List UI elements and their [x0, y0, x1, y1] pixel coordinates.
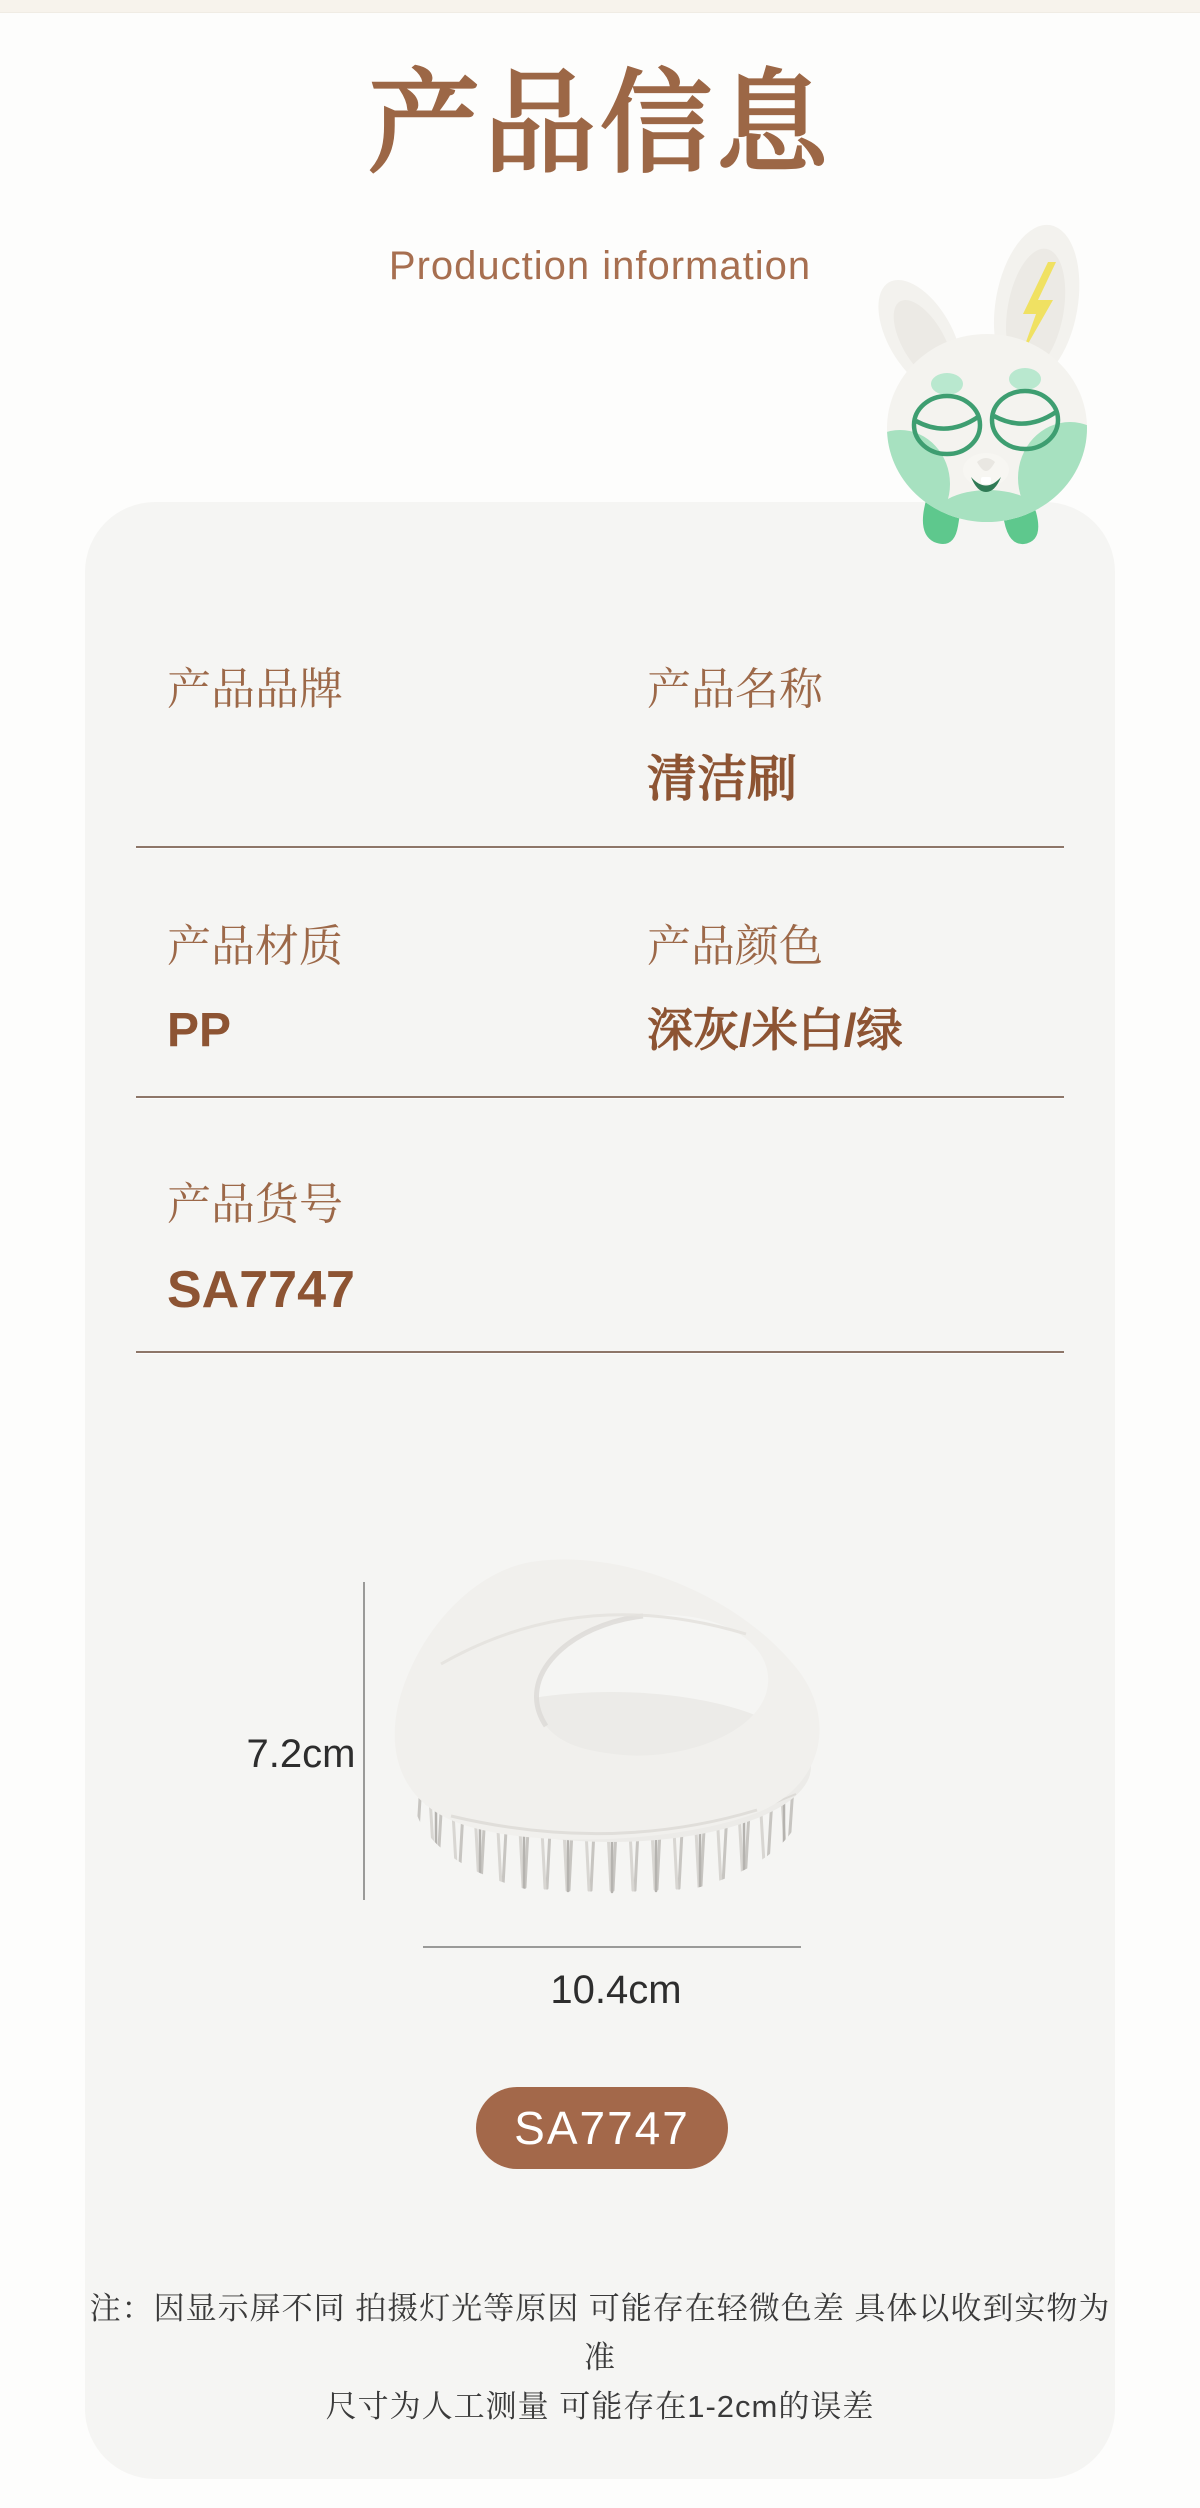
divider	[136, 846, 1064, 848]
brush-product-image	[381, 1554, 831, 1914]
spec-label-brand: 产品品牌	[167, 665, 343, 714]
note-line-2: 尺寸为人工测量 可能存在1-2cm的误差	[325, 2389, 875, 2424]
divider	[136, 1351, 1064, 1353]
divider	[136, 1096, 1064, 1098]
note-line-1: 注：因显示屏不同 拍摄灯光等原因 可能存在轻微色差 具体以收到实物为准	[89, 2291, 1111, 2375]
spec-value-product-name: 清洁刷	[647, 751, 797, 807]
rabbit-mascot-icon	[872, 222, 1112, 554]
page-title: 产品信息	[368, 61, 832, 186]
spec-label-material: 产品材质	[167, 922, 343, 971]
spec-label-color: 产品颜色	[647, 922, 823, 971]
spec-label-sku: 产品货号	[167, 1180, 343, 1229]
info-card	[85, 502, 1115, 2479]
height-dimension-label: 7.2cm	[246, 1732, 356, 1776]
width-dimension-label: 10.4cm	[550, 1968, 682, 2012]
sku-badge: SA7747	[476, 2087, 728, 2169]
page-subtitle: Production information	[388, 244, 812, 288]
dimension-line-horizontal	[423, 1946, 801, 1948]
top-strip	[0, 0, 1200, 13]
disclaimer-note	[85, 2284, 1115, 2431]
spec-value-color: 深灰/米白/绿	[647, 1004, 903, 1056]
spec-label-product-name: 产品名称	[647, 665, 823, 714]
spec-value-sku: SA7747	[167, 1261, 355, 1319]
spec-value-material: PP	[167, 1004, 232, 1057]
